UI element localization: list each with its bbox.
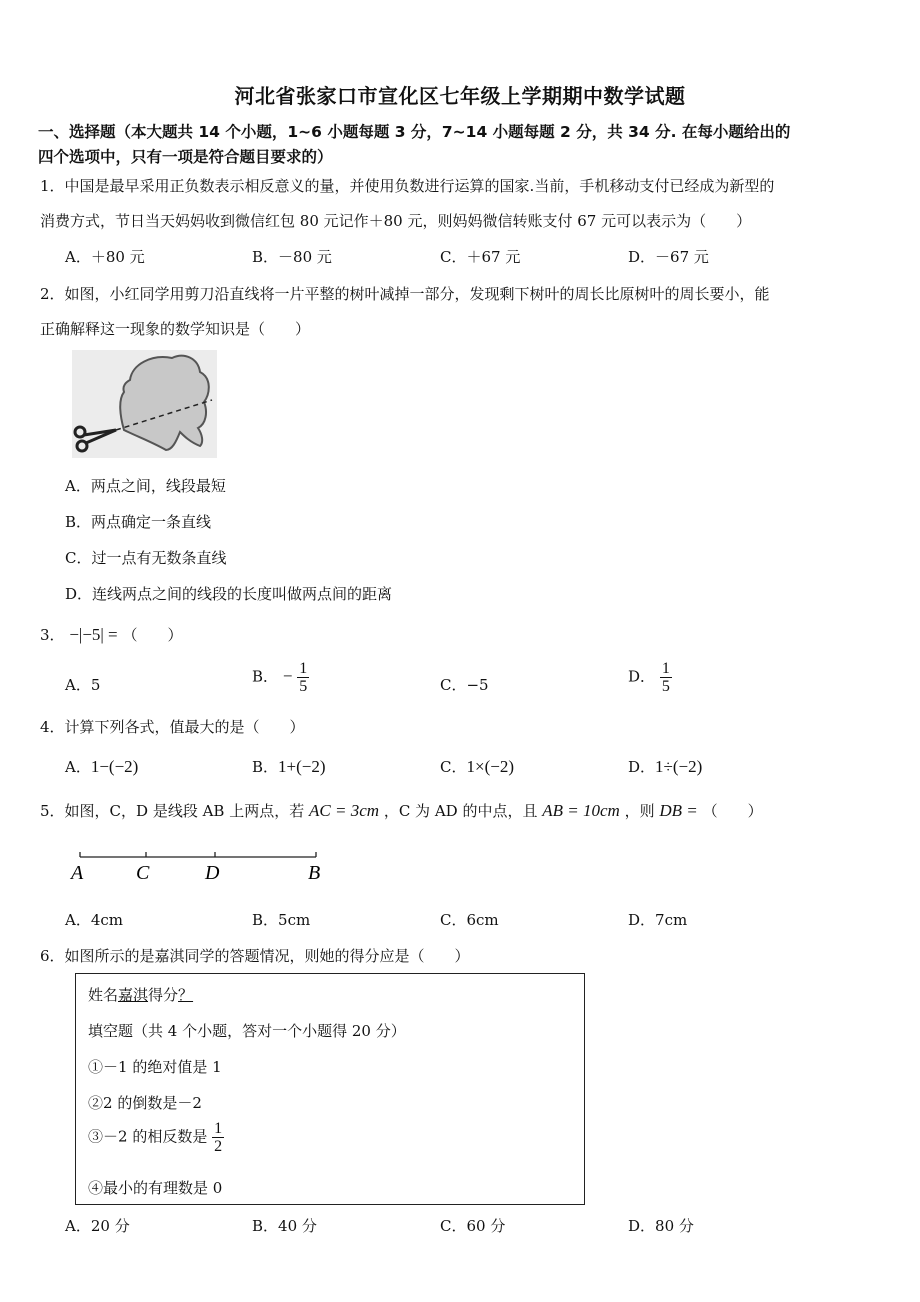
q4-option-d[interactable] [628,756,702,777]
q3-option-b-fraction [297,660,309,695]
q3-option-a[interactable]: A．5 [65,676,101,694]
card-name-line [88,984,193,1005]
card-item-4 [88,1177,222,1198]
q3-option-d-fraction [660,660,672,695]
item-1-mark: ① [88,1058,104,1076]
q4-option-d-expr: 1÷(−2) [655,757,703,776]
point-label-d: D [205,862,220,884]
q3-option-c[interactable]: C．−5 [440,676,489,694]
q4-option-c-expr: 1×(−2) [466,757,514,776]
q4-option-a-expr: 1−(−2) [90,757,139,776]
card-item-2 [88,1092,202,1113]
card-item-1 [88,1056,222,1077]
q3-number: 3． [40,626,65,644]
q4-option-c[interactable] [440,756,514,777]
q4-option-a-label: A． [65,758,91,776]
q5-ab-expr: AB = 10cm [542,801,620,820]
item-3-mark: ③ [88,1127,104,1146]
fraction-denominator: 2 [214,1138,223,1155]
q1-option-b[interactable]: B．－80 元 [252,248,332,266]
q4-option-b-expr: 1+(−2) [278,757,326,776]
answer-card [75,973,585,1205]
item-4-mark: ④ [88,1179,104,1197]
point-label-c: C [136,862,150,884]
q6-text: 6．如图所示的是嘉淇同学的答题情况，则她的得分应是（ ） [40,947,470,965]
point-label-a: A [71,862,84,884]
q2-option-a[interactable]: A．两点之间，线段最短 [65,477,226,495]
q3-paren: （ ） [122,626,183,644]
q4-option-b-label: B． [252,758,279,776]
point-label-b: B [308,862,321,884]
q6-option-b[interactable]: B．40 分 [252,1217,317,1235]
q1-text-line2: 消费方式，节日当天妈妈收到微信红包 80 元记作＋80 元，则妈妈微信转账支付 67 元可以表示为（ ） [40,212,752,230]
q5-ac-expr: AC = 3cm [309,801,380,820]
q2-option-b[interactable]: B．两点确定一条直线 [65,513,212,531]
q2-option-c[interactable]: C．过一点有无数条直线 [65,549,227,567]
q5-option-b[interactable]: B．5cm [252,911,311,929]
card-name-label: 姓名 [88,986,119,1004]
q4-option-d-label: D． [628,758,656,776]
item-2-mark: ② [88,1094,104,1112]
item-3-fraction [212,1120,224,1155]
q4-option-a[interactable] [65,756,138,777]
section-header-line2: 四个选项中，只有一项是符合题目要求的） [38,148,333,166]
section-header-line1: 一、选择题（本大题共 14 个小题，1~6 小题每题 3 分，7~14 小题每题 2 分，共 34 分. 在每小题给出的 [38,123,791,141]
q1-option-d[interactable]: D．－67 元 [628,248,709,266]
fraction-denominator: 5 [661,678,670,695]
q4-option-c-label: C． [440,758,467,776]
q3-stem [40,624,182,645]
q2-text-line1: 2．如图，小红同学用剪刀沿直线将一片平整的树叶减掉一部分，发现剩下树叶的周长比原树叶的周长要小，能 [40,285,770,303]
q5-option-a[interactable]: A．4cm [65,911,124,929]
q5-stem [40,800,763,821]
q5-option-d[interactable]: D．7cm [628,911,688,929]
item-1-text: －1 的绝对值是 1 [103,1058,222,1076]
fraction-numerator: 1 [299,660,308,677]
q3-option-b[interactable] [252,660,309,695]
card-score-label: 得分 [148,986,179,1004]
segment-figure [68,845,338,887]
q2-option-d[interactable]: D．连线两点之间的线段的长度叫做两点间的距离 [65,585,393,603]
q4-text: 4．计算下列各式，值最大的是（ ） [40,718,305,736]
q3-option-d-label: D． [628,667,656,686]
q3-option-b-label: B． [252,667,279,686]
q6-option-c[interactable]: C．60 分 [440,1217,506,1235]
leaf-scissors-figure [72,350,217,458]
card-heading: 填空题（共 4 个小题，答对一个小题得 20 分） [88,1022,406,1040]
q5-text-pre: 5．如图，C，D 是线段 AB 上两点，若 [40,802,305,820]
item-2-text: 2 的倒数是－2 [103,1094,202,1112]
q1-option-c[interactable]: C．＋67 元 [440,248,521,266]
q4-option-b[interactable] [252,756,326,777]
fraction-numerator: 1 [214,1120,223,1137]
fraction-numerator: 1 [661,660,670,677]
q5-text-post: ，则 [624,802,655,820]
item-3-text: －2 的相反数是 [103,1127,208,1146]
page-title: 河北省张家口市宣化区七年级上学期期中数学试题 [234,84,686,108]
q6-option-d[interactable]: D．80 分 [628,1217,694,1235]
fraction-denominator: 5 [299,678,308,695]
q3-expression: −|−5| = [69,625,118,644]
q3-option-b-sign: − [282,666,293,686]
q6-option-a[interactable]: A．20 分 [65,1217,130,1235]
card-item-3 [88,1120,224,1155]
q5-db-expr: DB = [659,801,698,820]
card-score-value: ？ [178,986,194,1004]
q1-text-line1: 1．中国是最早采用正负数表示相反意义的量，并使用负数进行运算的国家.当前，手机移动支付已经成为新型的 [40,177,775,195]
item-4-text: 最小的有理数是 0 [103,1179,223,1197]
q3-option-d[interactable] [628,660,672,695]
q5-text-mid: ，C 为 AD 的中点，且 [383,802,538,820]
q1-option-a[interactable]: A．＋80 元 [65,248,145,266]
q5-option-c[interactable]: C．6cm [440,911,499,929]
q2-text-line2: 正确解释这一现象的数学知识是（ ） [40,320,311,338]
card-student-name: 嘉淇 [118,986,149,1004]
q5-paren: （ ） [702,802,763,820]
